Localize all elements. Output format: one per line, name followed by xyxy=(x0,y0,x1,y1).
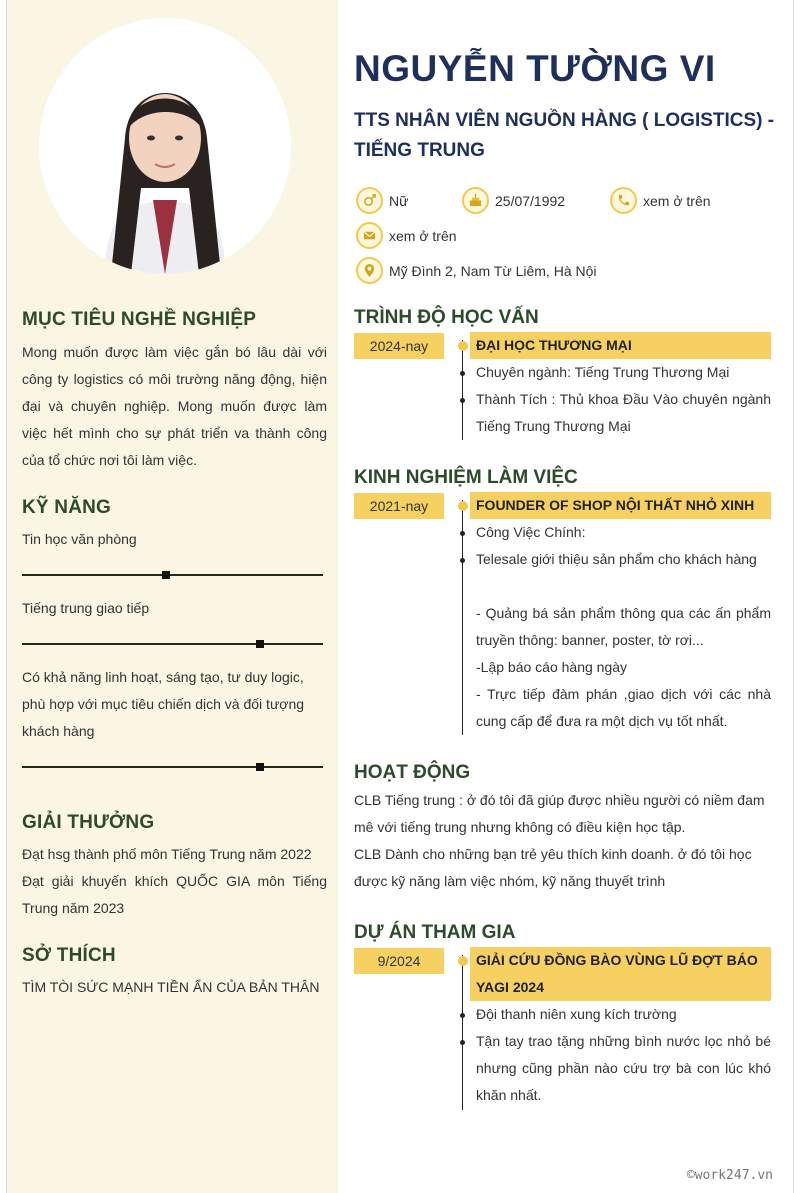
timeline-dot xyxy=(458,501,468,511)
timeline-line xyxy=(462,955,463,1110)
experience-line: - Quảng bá sản phẩm thông qua các ấn phẩm truyền thông: banner, poster, tờ rơi... xyxy=(476,605,771,648)
skill-name: Tin học văn phòng xyxy=(22,531,137,547)
project-bullet: Đội thanh niên xung kích trường xyxy=(476,1006,677,1022)
skill-bar xyxy=(22,574,323,576)
skill-name: Có khả năng linh hoạt, sáng tạo, tư duy logic, phù hợp với mục tiêu chiến dịch và đối tượng khách hàng xyxy=(22,669,305,739)
experience-bullet: Telesale giới thiệu sản phẩm cho khách hàng xyxy=(476,551,757,567)
profile-photo xyxy=(39,18,291,274)
gender-info xyxy=(356,187,408,214)
education-bullet: Thành Tích : Thủ khoa Đầu Vào chuyên ngành Tiếng Trung Thương Mại xyxy=(476,391,771,434)
bullet-dot xyxy=(460,531,465,536)
experience-line: -Lập báo cáo hàng ngày xyxy=(476,659,628,675)
dob-info xyxy=(462,187,565,214)
skill-bar xyxy=(22,643,323,645)
birthday-icon xyxy=(462,187,489,214)
watermark: ©work247.vn xyxy=(686,1168,773,1183)
skill-bar xyxy=(22,766,323,768)
activity-line: CLB Dành cho những bạn trẻ yêu thích kinh doanh. ở đó tôi học được kỹ năng làm việc nhóm, kỹ năng thuyết trình xyxy=(354,846,752,889)
location-icon xyxy=(356,257,383,284)
phone-value: xem ở trên xyxy=(643,192,711,209)
education-date: 2024-nay xyxy=(354,333,444,359)
objective-text: Mong muốn được làm việc gắn bó lâu dài với công ty logistics có môi trường năng động, hiện đại và chuyên nghiệp. Mong muốn được làm việc hết mình cho sự phát triển va thành công của tổ chức nơi tôi làm việc. xyxy=(22,344,327,468)
email-value: xem ở trên xyxy=(389,227,457,244)
awards-heading: GIẢI THƯỞNG xyxy=(22,812,155,833)
award-item: Đạt hsg thành phố môn Tiếng Trung năm 2022 xyxy=(22,846,312,862)
project-date: 9/2024 xyxy=(354,948,444,974)
timeline-line xyxy=(462,340,463,440)
email-icon xyxy=(356,222,383,249)
gender-icon xyxy=(356,187,383,214)
gender-value: Nữ xyxy=(389,192,409,209)
skill-name: Tiếng trung giao tiếp xyxy=(22,600,150,616)
award-item: Đạt giải khuyến khích QUỐC GIA môn Tiếng Trung năm 2023 xyxy=(22,873,327,916)
experience-bullet: Công Việc Chính: xyxy=(476,524,586,540)
experience-line: - Trực tiếp đàm phán ,giao dịch với các nhà cung cấp để đưa ra một dịch vụ tốt nhất. xyxy=(476,686,771,729)
skill-level-marker xyxy=(256,763,264,771)
project-title: GIẢI CỨU ĐỒNG BÀO VÙNG LŨ ĐỢT BÁO YAGI 2024 xyxy=(470,947,771,1001)
activities-heading: HOẠT ĐỘNG xyxy=(354,762,471,783)
education-heading: TRÌNH ĐỘ HỌC VẤN xyxy=(354,307,539,328)
bullet-dot xyxy=(460,558,465,563)
hobbies-heading: SỞ THÍCH xyxy=(22,945,116,966)
bullet-dot xyxy=(460,371,465,376)
education-bullet: Chuyên ngành: Tiếng Trung Thương Mại xyxy=(476,364,730,380)
experience-title: FOUNDER OF SHOP NỘI THẤT NHỎ XINH xyxy=(470,492,771,519)
activity-line: CLB Tiếng trung : ở đó tôi đã giúp được nhiều người có niềm đam mê với tiếng trung nhưng không có điều kiện học tập. xyxy=(354,792,765,835)
bullet-dot xyxy=(460,398,465,403)
timeline-dot xyxy=(458,341,468,351)
skill-level-marker xyxy=(256,640,264,648)
phone-icon xyxy=(610,187,637,214)
objective-heading: MỤC TIÊU NGHỀ NGHIỆP xyxy=(22,309,257,330)
job-title: TTS NHÂN VIÊN NGUỒN HÀNG ( LOGISTICS) - TIẾNG TRUNG xyxy=(354,110,775,161)
bullet-dot xyxy=(460,1013,465,1018)
experience-heading: KINH NGHIỆM LÀM VIỆC xyxy=(354,467,578,488)
candidate-name: NGUYỄN TƯỜNG VI xyxy=(354,48,716,89)
sidebar xyxy=(7,0,338,1193)
projects-heading: DỰ ÁN THAM GIA xyxy=(354,922,516,943)
experience-date: 2021-nay xyxy=(354,493,444,519)
hobbies-text: TÌM TÒI SỨC MẠNH TIỀN ẨN CỦA BẢN THÂN xyxy=(22,979,320,995)
education-title: ĐẠI HỌC THƯƠNG MẠI xyxy=(470,332,771,359)
resume-page xyxy=(6,0,794,1193)
timeline-dot xyxy=(458,956,468,966)
email-info xyxy=(356,222,457,249)
project-bullet: Tận tay trao tặng những bình nước lọc nhỏ bé nhưng cũng phần nào cứu trợ bà con lúc khó khăn nhất. xyxy=(476,1033,771,1103)
bullet-dot xyxy=(460,1040,465,1045)
skills-heading: KỸ NĂNG xyxy=(22,497,112,518)
dob-value: 25/07/1992 xyxy=(495,192,566,209)
phone-info xyxy=(610,187,711,214)
skill-level-marker xyxy=(162,571,170,579)
address-info xyxy=(356,257,597,284)
address-value: Mỹ Đình 2, Nam Từ Liêm, Hà Nội xyxy=(389,262,597,279)
